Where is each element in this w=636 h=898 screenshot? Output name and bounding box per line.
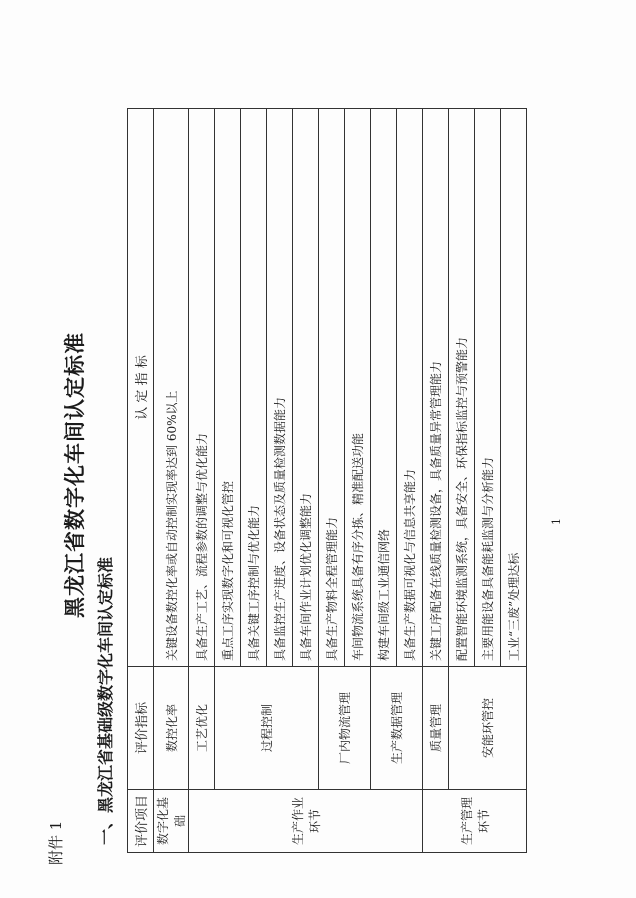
criteria-cell: 具备监控生产进度、设备状态及质量检测数据能力 [267,109,293,667]
table-row [371,109,397,853]
criteria-cell: 关键工序配备在线质量检测设备，具备质量异常管理能力 [423,109,449,667]
criteria-cell: 构建车间级工业通信网络 [371,109,397,667]
criteria-cell: 重点工序实现数字化和可视化管控 [215,109,241,667]
criteria-cell: 关键设备数控化率或自动控制实现率达到 60%以上 [154,109,189,667]
table-row [449,109,475,853]
index-cell: 厂内物流管理 [319,667,371,790]
table-row [215,109,241,853]
criteria-cell: 车间物流系统具备有序分拣、精准配送功能 [345,109,371,667]
index-cell: 质量管理 [423,667,449,790]
header-index: 评价指标 [128,667,154,790]
table-row [189,109,215,853]
criteria-cell: 配置智能环境监测系统，具备安全、环保指标监控与预警能力 [449,109,475,667]
index-cell: 生产数据管理 [371,667,423,790]
criteria-cell: 具备生产工艺、流程参数的调整与优化能力 [189,109,215,667]
header-criteria: 认 定 指 标 [128,109,154,667]
criteria-cell: 具备车间作业计划优化调整能力 [293,109,319,667]
table-header-row [128,109,154,853]
project-cell: 生产管理环节 [423,790,527,853]
criteria-table [127,108,527,853]
attachment-label: 附件 1 [47,820,65,865]
project-cell: 数字化基础 [154,790,189,853]
criteria-cell: 工业“三废”处理达标 [501,109,527,667]
criteria-cell: 具备生产物料全程管理能力 [319,109,345,667]
criteria-cell: 主要用能设备具备能耗监测与分析能力 [475,109,501,667]
index-cell: 过程控制 [215,667,319,790]
project-cell: 生产作业环节 [189,790,423,853]
rotated-content [45,85,565,865]
criteria-cell: 具备关键工序控制与优化能力 [241,109,267,667]
index-cell: 安能环管控 [449,667,527,790]
table-row [319,109,345,853]
criteria-cell: 具备生产数据可视化与信息共享能力 [397,109,423,667]
index-cell: 数控化率 [154,667,189,790]
page-number: 1 [550,518,563,525]
index-cell: 工艺优化 [189,667,215,790]
section-heading: 一、黑龙江省基础级数字化车间认定标准 [96,556,115,845]
table-row [154,109,189,853]
document-title: 黑龙江省数字化车间认定标准 [62,332,87,618]
table-row [423,109,449,853]
header-project: 评价项目 [128,790,154,853]
